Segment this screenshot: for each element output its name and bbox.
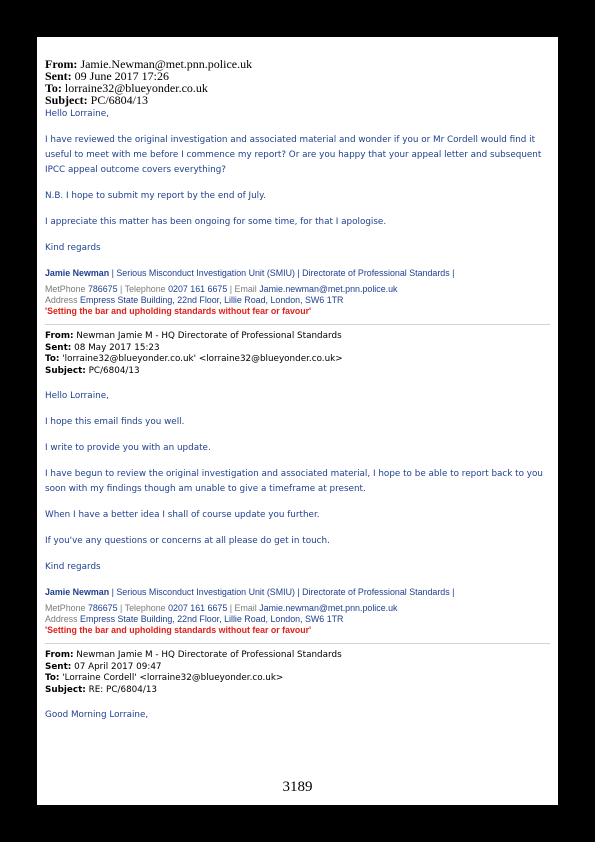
email1-paragraph-3: I appreciate this matter has been ongoing for some time, for that I apologise. bbox=[45, 217, 387, 227]
document-page bbox=[37, 37, 558, 805]
signature-phone-line: MetPhone 786675 | Telephone 0207 161 6675 | Email Jamie.newman@met.pnn.police.uk bbox=[45, 603, 398, 613]
email1-to-address[interactable]: lorraine32@blueyonder.co.uk bbox=[64, 81, 208, 95]
email1-sent: Sent: 09 June 2017 17:26 bbox=[45, 69, 170, 83]
email1-from: From: Jamie.Newman@met.pnn.police.uk bbox=[45, 57, 253, 71]
email2-subject: Subject: PC/6804/13 bbox=[45, 365, 140, 376]
email3-header bbox=[45, 650, 553, 696]
email1-paragraph-2: N.B. I hope to submit my report by the end of July. bbox=[45, 191, 266, 201]
email2-greeting: Hello Lorraine, bbox=[45, 391, 109, 401]
email2-from: From: Newman Jamie M - HQ Directorate of Professional Standards bbox=[45, 331, 342, 341]
email2-paragraph-5: If you've any questions or concerns at all please do get in touch. bbox=[45, 536, 330, 546]
email2-paragraph-1: I hope this email finds you well. bbox=[45, 417, 185, 427]
email2-header bbox=[45, 331, 553, 377]
email2-sent: Sent: 08 May 2017 15:23 bbox=[45, 342, 160, 353]
email1-paragraph-1: I have reviewed the original investigation and associated material and wonder if you or Mr Cordell would find it useful to meet with me before I commence my report? Or are you happy that your appeal letter and subsequent IPCC appeal outcome covers everything? bbox=[45, 135, 542, 175]
email-thread bbox=[45, 58, 553, 723]
email1-greeting: Hello Lorraine, bbox=[45, 109, 109, 119]
email2-to: To: 'lorraine32@blueyonder.co.uk' <lorraine32@blueyonder.co.uk> bbox=[45, 354, 343, 364]
signature-name-line: Jamie Newman | Serious Misconduct Investigation Unit (SMIU) | Directorate of Professional Standards | bbox=[45, 268, 455, 278]
email1-to: To: lorraine32@blueyonder.co.uk bbox=[45, 81, 208, 95]
email1-header bbox=[45, 58, 553, 106]
email1-subject: Subject: PC/6804/13 bbox=[45, 93, 149, 107]
signature-block-1 bbox=[45, 268, 553, 317]
signature-email-link[interactable]: Jamie.newman@met.pnn.police.uk bbox=[259, 284, 398, 294]
email3-to: To: 'Lorraine Cordell' <lorraine32@blueyonder.co.uk> bbox=[45, 673, 284, 683]
divider bbox=[45, 324, 550, 325]
email2-paragraph-3: I have begun to review the original investigation and associated material, I hope to be able to report back to you soon with my findings though am unable to give a timeframe at present. bbox=[45, 469, 543, 494]
email3-greeting: Good Morning Lorraine, bbox=[45, 710, 149, 720]
signature-name-line: Jamie Newman | Serious Misconduct Investigation Unit (SMIU) | Directorate of Professional Standards | bbox=[45, 587, 455, 597]
email1-from-address[interactable]: Jamie.Newman@met.pnn.police.uk bbox=[80, 57, 253, 71]
email2-body bbox=[45, 389, 553, 575]
signature-phone-line: MetPhone 786675 | Telephone 0207 161 6675 | Email Jamie.newman@met.pnn.police.uk bbox=[45, 284, 398, 294]
signature-block-2 bbox=[45, 587, 553, 636]
email1-closing: Kind regards bbox=[45, 243, 101, 253]
email3-from: From: Newman Jamie M - HQ Directorate of Professional Standards bbox=[45, 650, 342, 660]
signature-address-line: Address Empress State Building, 22nd Floor, Lillie Road, London, SW6 1TR bbox=[45, 614, 344, 624]
email3-subject: Subject: RE: PC/6804/13 bbox=[45, 684, 158, 695]
signature-motto: 'Setting the bar and upholding standards without fear or favour' bbox=[45, 306, 312, 316]
email1-body bbox=[45, 107, 553, 256]
email2-paragraph-2: I write to provide you with an update. bbox=[45, 443, 211, 453]
signature-address-line: Address Empress State Building, 22nd Floor, Lillie Road, London, SW6 1TR bbox=[45, 295, 344, 305]
divider bbox=[45, 643, 550, 644]
email2-paragraph-4: When I have a better idea I shall of course update you further. bbox=[45, 510, 320, 520]
signature-motto: 'Setting the bar and upholding standards without fear or favour' bbox=[45, 625, 312, 635]
email3-sent: Sent: 07 April 2017 09:47 bbox=[45, 661, 162, 672]
signature-email-link[interactable]: Jamie.newman@met.pnn.police.uk bbox=[259, 603, 398, 613]
email2-closing: Kind regards bbox=[45, 562, 101, 572]
email3-body bbox=[45, 708, 553, 723]
page-number: 3189 bbox=[282, 779, 313, 795]
